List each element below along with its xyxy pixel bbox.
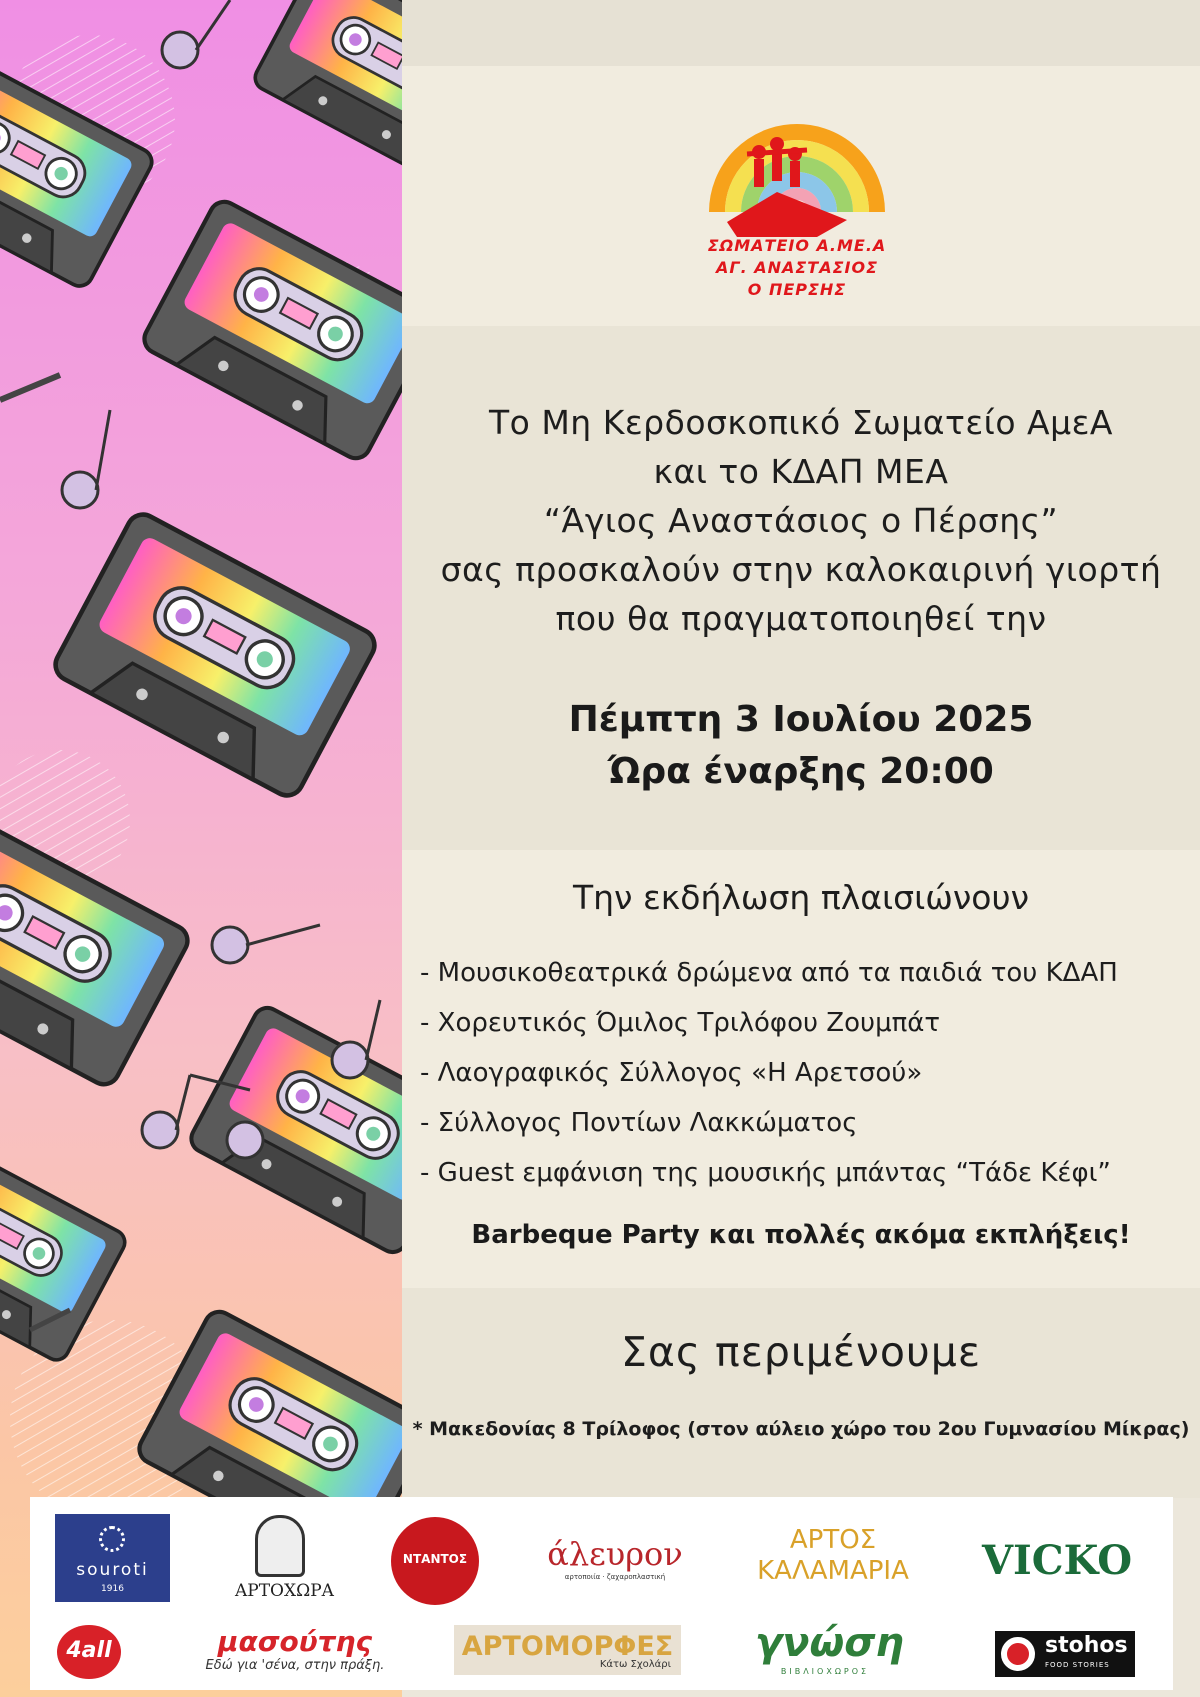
invitation-intro	[402, 398, 1200, 643]
sponsor-name: γνώση	[755, 1620, 904, 1666]
sponsor-logo-artoxora	[235, 1509, 334, 1607]
event-time: Ώρα έναρξης 20:00	[608, 751, 994, 792]
sponsor-logo-artos-kalamaria	[748, 1525, 918, 1587]
list-item: - Guest εμφάνιση της μουσικής μπάντας “Τάδε Κέφι”	[420, 1158, 1111, 1188]
intro-line: που θα πραγματοποιηθεί την	[555, 599, 1047, 638]
logo-text-line1: ΣΩΜΑΤΕΙΟ Α.ΜΕ.Α	[707, 236, 887, 255]
sponsor-tagline: αρτοποιία · ζαχαροπλαστική	[564, 1573, 666, 1581]
sponsor-logo-gnosi	[755, 1619, 904, 1676]
panel-band	[402, 1288, 1200, 1498]
sponsor-name: ΝΤΑΝΤΟΣ	[402, 1552, 468, 1566]
baker-icon	[255, 1515, 305, 1577]
event-address: * Μακεδονίας 8 Τρίλοφος (στον αύλειο χώρο του 2ου Γυμνασίου Μίκρας)	[412, 1418, 1190, 1440]
sponsor-logo-alevron	[535, 1535, 695, 1581]
sponsor-name: άλευρον	[547, 1535, 683, 1573]
logo-text-line2: ΑΓ. ΑΝΑΣΤΑΣΙΟΣ	[715, 258, 879, 277]
sponsor-logo-souroti	[55, 1514, 170, 1602]
target-icon	[1001, 1637, 1035, 1671]
program-list	[420, 948, 1200, 1198]
sponsor-name: souroti	[76, 1560, 149, 1580]
list-item: - Σύλλογος Ποντίων Λακκώματος	[420, 1108, 858, 1138]
sponsor-name: ΑΡΤΟΜΟΡΦΕΣ	[461, 1631, 674, 1662]
sponsor-logo-ntantos	[391, 1517, 479, 1605]
sponsor-logo-vicko: VICKO	[982, 1537, 1133, 1584]
association-logo	[697, 92, 897, 307]
event-datetime	[402, 694, 1200, 798]
event-date: Πέμπτη 3 Ιουλίου 2025	[568, 699, 1034, 740]
intro-line: “Άγιος Αναστάσιος ο Πέρσης”	[543, 501, 1059, 540]
welcome-heading: Σας περιμένουμε	[621, 1328, 981, 1376]
intro-line: και το ΚΔΑΠ ΜΕΑ	[653, 452, 949, 491]
sponsor-name: 4all	[66, 1638, 112, 1663]
sponsor-logo-stohos	[995, 1631, 1135, 1677]
sponsor-name: ΑΡΤΟΧΩΡΑ	[235, 1581, 334, 1601]
list-item: - Λαογραφικός Σύλλογος «Η Αρετσού»	[420, 1058, 923, 1088]
sponsor-tagline: Εδώ για 'σένα, στην πράξη.	[205, 1658, 385, 1673]
logo-text-line3: Ο ΠΕΡΣΗΣ	[747, 280, 847, 299]
sponsor-name: ΚΑΛΑΜΑΡΙΑ	[757, 1556, 909, 1586]
invitation-panel	[402, 0, 1200, 1697]
sponsor-name: ΑΡΤΟΣ	[789, 1525, 877, 1555]
sponsor-year: 1916	[101, 1584, 124, 1594]
sponsor-logo-masoutis	[205, 1625, 385, 1673]
intro-line: Το Μη Κερδοσκοπικό Σωματείο ΑμεΑ	[488, 403, 1113, 442]
list-item: - Χορευτικός Όμιλος Τριλόφου Ζουμπάτ	[420, 1008, 941, 1038]
program-title: Την εκδήλωση πλαισιώνουν	[572, 878, 1030, 917]
sponsor-name: stohos	[1045, 1633, 1128, 1658]
cassette-pattern-panel	[0, 0, 402, 1697]
list-item: - Μουσικοθεατρικά δρώμενα από τα παιδιά του ΚΔΑΠ	[420, 958, 1118, 988]
panel-band	[402, 0, 1200, 66]
cassette-pattern-illustration	[0, 0, 402, 1697]
intro-line: σας προσκαλούν στην καλοκαιρινή γιορτή	[440, 550, 1162, 589]
sponsor-tagline: Κάτω Σχολάρι	[599, 1659, 671, 1670]
sponsor-tagline: ΒΙΒΛΙΟΧΩΡΟΣ	[780, 1667, 870, 1676]
sponsors-strip	[30, 1497, 1173, 1690]
sponsor-name: μασούτης	[217, 1625, 373, 1658]
flower-icon	[99, 1526, 125, 1552]
sponsor-logo-4all	[57, 1625, 121, 1679]
sponsor-logo-artomorfes	[454, 1625, 681, 1675]
program-extra: Barbeque Party και πολλές ακόμα εκπλήξεις!	[471, 1220, 1131, 1250]
sponsor-tagline: FOOD STORIES	[1045, 1661, 1110, 1669]
rainbow-house-logo-icon	[697, 92, 897, 242]
